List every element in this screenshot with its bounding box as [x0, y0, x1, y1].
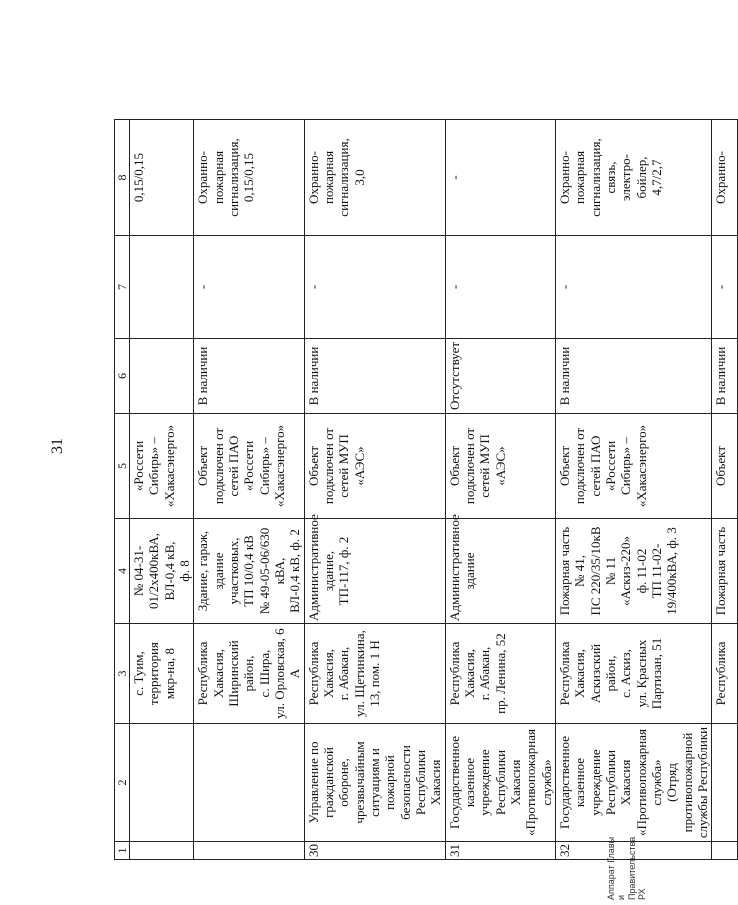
cell-line: Аскизский район, — [587, 643, 618, 704]
cell-line: сигнализация, — [587, 138, 603, 217]
cell-line: сигнализация, — [226, 138, 242, 217]
watermark-line: Аппарат Главы — [606, 836, 616, 900]
table-cell-c6 — [556, 339, 712, 414]
header-cell: 2 — [115, 724, 130, 842]
cell-line: мкр-на, 8 — [161, 647, 177, 700]
cell-line: Административное — [305, 514, 321, 621]
cell-line: 3,0 — [351, 169, 367, 186]
cell-line: «Россети — [131, 440, 147, 492]
cell-line: ТП 10/0,4 кВ — [241, 535, 257, 607]
cell-line: Хакасия, — [321, 649, 337, 699]
table-cell-c5 — [712, 414, 738, 519]
cell-line: № 04-31- — [131, 545, 147, 597]
table-cell-c3 — [445, 624, 555, 724]
cell-line: Управление по — [305, 741, 321, 824]
cell-line: Охранно- — [305, 151, 321, 204]
cell-line: пр. Ленина, 52 — [492, 633, 508, 714]
cell-line: 0,15/0,15 — [241, 152, 257, 203]
cell-line: г. Абакан, — [477, 646, 493, 701]
cell-line: ПС 220/35/10кВ — [587, 526, 603, 616]
table-cell-c6 — [194, 339, 304, 414]
table-cell-c4 — [445, 514, 555, 624]
cell-line: ул. Красных — [633, 639, 649, 708]
cell-line: здание — [462, 552, 478, 590]
table-cell-c2 — [194, 724, 304, 842]
cell-line: ВЛ-0,4 кВ, — [161, 541, 177, 601]
cell-line: № 11 «Аскиз-220» — [603, 535, 634, 607]
table-cell-c8 — [130, 120, 194, 236]
table-header-row — [115, 120, 130, 860]
table-cell-c6 — [712, 339, 738, 414]
header-cell: 6 — [115, 339, 130, 414]
table-cell-c4 — [194, 519, 304, 624]
table-cell-c8 — [556, 120, 712, 236]
page-number: 31 — [49, 438, 66, 454]
cell-line: с. Шира, — [256, 649, 272, 698]
cell-line: В наличии — [195, 346, 211, 406]
cell-line: Здание, гараж, — [195, 530, 211, 612]
cell-line: ф. 11-02 — [633, 548, 649, 594]
cell-line: «Россети — [603, 440, 618, 492]
cell-line: Объект — [446, 446, 462, 486]
cell-line: Республика — [195, 641, 211, 706]
cell-line: «АЭС» — [492, 446, 508, 486]
cell-line: «Противопожарная — [633, 729, 649, 836]
cell-line: - — [446, 175, 462, 180]
cell-line: сетей ПАО — [587, 435, 603, 497]
cell-line: Сибирь» – — [146, 437, 162, 495]
table-cell-c1 — [712, 842, 738, 860]
cell-line: Республика — [305, 641, 321, 706]
cell-line: ул. Щетинкина, — [351, 630, 367, 717]
table-cell-c3 — [712, 624, 738, 724]
table-row — [712, 120, 738, 860]
cell-line: «Хакасэнерго» — [633, 424, 649, 508]
cell-line: Республика — [713, 641, 729, 706]
table-cell-c5 — [445, 414, 555, 519]
table-cell-c2 — [445, 724, 555, 842]
cell-line: обороне, — [336, 758, 352, 807]
cell-line: Хакасия, — [210, 649, 226, 699]
cell-line: ТП 11-02- — [648, 543, 664, 599]
cell-line: - — [195, 284, 211, 290]
cell-line: 01/2х400кВА, — [146, 533, 162, 609]
cell-line: Хакасия, — [572, 649, 588, 699]
table-cell-c6 — [445, 339, 555, 414]
cell-line: Отсутствует — [446, 341, 462, 411]
cell-line: Объект — [305, 446, 321, 486]
table-cell-c2 — [130, 724, 194, 842]
table-row — [130, 120, 194, 860]
table-cell-c3 — [130, 624, 194, 724]
cell-line: с. Туим, — [131, 651, 147, 696]
cell-line: Охранно- — [557, 151, 573, 204]
cell-line: - — [557, 284, 573, 290]
table-cell-c7 — [445, 236, 555, 339]
cell-line: Государственное — [557, 736, 573, 829]
cell-line: ТП-117, ф. 2 — [336, 536, 352, 606]
cell-line: пожарная — [572, 150, 588, 205]
header-cell: 8 — [115, 120, 130, 236]
table-cell-c7 — [194, 236, 304, 339]
cell-line: службы Республики — [694, 726, 710, 839]
table-row — [194, 120, 304, 860]
cell-line: № 41, — [572, 555, 588, 587]
cell-line: Сибирь» – — [618, 437, 634, 495]
cell-line: территория — [146, 642, 162, 705]
cell-line: электро- — [618, 154, 634, 201]
cell-line: Ширинский район, — [226, 640, 257, 707]
cell-line: кВА, — [272, 557, 288, 585]
table-cell-c7 — [712, 236, 738, 339]
cell-line: сетей МУП — [336, 434, 352, 498]
cell-line: Республика — [557, 641, 573, 706]
cell-line: 4,7/2,7 — [648, 159, 664, 196]
table-row — [556, 120, 712, 860]
table-cell-c2 — [304, 724, 445, 842]
cell-line: Республика — [446, 641, 462, 706]
table-cell-c2 — [712, 724, 738, 842]
rotated-table-container — [114, 120, 729, 860]
cell-line: В наличии — [557, 346, 573, 406]
cell-line: служба» — [538, 759, 554, 806]
cell-line: - — [305, 284, 321, 290]
cell-line: пожарная — [321, 150, 337, 205]
header-cell: 5 — [115, 414, 130, 519]
cell-line: здание участковых, — [210, 537, 242, 605]
cell-line: «АЭС» — [351, 446, 367, 486]
cell-line: ф. 8 — [177, 560, 193, 582]
table-cell-c5 — [194, 414, 304, 519]
cell-line: служба» — [648, 759, 664, 806]
cell-line: ВЛ-0,4 кВ, ф. 2 — [287, 529, 303, 613]
cell-line: «Противопожарная — [523, 729, 539, 836]
cell-line: - — [446, 284, 462, 290]
cell-line: Пожарная часть — [713, 526, 729, 616]
cell-line: Республики Хакасия — [603, 749, 634, 816]
cell-line: Охранно- — [195, 151, 211, 204]
table-cell-c5 — [556, 414, 712, 519]
table-cell-c8 — [712, 120, 738, 236]
header-cell: 3 — [115, 624, 130, 724]
cell-line: Государственное — [446, 736, 462, 829]
table-cell-c5 — [304, 414, 445, 519]
cell-line: Объект — [195, 446, 211, 486]
cell-line: Хакасия, — [462, 649, 478, 699]
table-cell-c4 — [130, 519, 194, 624]
cell-line: «Хакасэнерго» — [272, 424, 288, 508]
header-cell: 7 — [115, 236, 130, 339]
cell-line: сетей МУП — [477, 434, 493, 498]
cell-line: Республики Хакасия — [492, 749, 524, 816]
table-row — [445, 120, 555, 860]
cell-line: - — [713, 284, 729, 290]
cell-line: Партизан, 51 — [648, 637, 664, 710]
cell-line: В наличии — [305, 346, 321, 406]
table-cell-c8 — [445, 120, 555, 236]
cell-line: пожарной — [382, 755, 398, 810]
table-cell-c1: 32 — [556, 842, 712, 860]
cell-line: связь, — [603, 161, 618, 194]
table-cell-c1: 31 — [445, 842, 555, 860]
cell-line: казенное учреждение — [572, 749, 603, 816]
cell-line: Пожарная часть — [557, 526, 573, 616]
table-cell-c7 — [130, 236, 194, 339]
table-cell-c1 — [194, 842, 304, 860]
cell-line: безопасности — [397, 745, 413, 820]
cell-line: гражданской — [321, 747, 337, 818]
table-cell-c7 — [556, 236, 712, 339]
cell-line: «Россети — [241, 440, 257, 492]
cell-line: 19/400кВА, ф. 3 — [664, 527, 680, 615]
cell-line: Сибирь» – — [256, 437, 272, 495]
cell-line: В наличии — [713, 346, 729, 406]
cell-line: 13, пом. 1 Н — [367, 640, 383, 707]
cell-line: с. Аскиз, — [618, 649, 634, 698]
cell-line: чрезвычайным — [351, 741, 367, 824]
cell-line: сигнализация, — [336, 138, 352, 217]
cell-line: Административное — [446, 514, 462, 621]
cell-line: № 49-05-06/630 — [256, 527, 272, 615]
cell-line: казенное учреждение — [462, 749, 493, 816]
table-cell-c2 — [556, 724, 712, 842]
table-cell-c4 — [556, 519, 712, 624]
cell-line: сетей ПАО — [226, 435, 242, 497]
table-cell-c6 — [304, 339, 445, 414]
cell-line: подключен от — [572, 427, 588, 505]
cell-line: Объект — [557, 446, 573, 486]
cell-line: ул. Орловская, 6 А — [272, 628, 303, 719]
table-cell-c8 — [304, 120, 445, 236]
watermark-line: и Правительства РХ — [616, 836, 648, 900]
cell-line: здание, — [321, 550, 337, 592]
table-cell-c1 — [130, 842, 194, 860]
cell-line: 0,15/0,15 — [131, 152, 147, 203]
table-cell-c4 — [712, 519, 738, 624]
cell-line: подключен от — [321, 427, 337, 505]
table-cell-c7 — [304, 236, 445, 339]
stamp-watermark — [606, 837, 647, 900]
cell-line: ситуациям и — [367, 748, 383, 817]
cell-line: г. Абакан, — [336, 646, 352, 701]
header-cell: 4 — [115, 519, 130, 624]
cell-line: бойлер, — [633, 156, 649, 199]
cell-line: пожарная — [210, 150, 226, 205]
header-cell: 1 — [115, 842, 130, 860]
cell-line: противопожарной — [679, 732, 695, 833]
table-cell-c8 — [194, 120, 304, 236]
cell-line: подключен от — [210, 427, 226, 505]
table-cell-c3 — [556, 624, 712, 724]
cell-line: подключен от — [462, 427, 478, 505]
table-cell-c3 — [194, 624, 304, 724]
cell-line: Объект — [713, 446, 729, 486]
table-cell-c5 — [130, 414, 194, 519]
table-cell-c3 — [304, 624, 445, 724]
table-cell-c4 — [304, 514, 445, 624]
cell-line: (Отряд — [664, 763, 680, 802]
cell-line: «Хакасэнерго» — [161, 424, 177, 508]
data-table — [114, 119, 738, 860]
table-row — [304, 120, 445, 860]
table-cell-c6 — [130, 339, 194, 414]
table-cell-c1: 30 — [304, 842, 445, 860]
cell-line: Охранно- — [713, 151, 729, 204]
cell-line: Республики Хакасия — [413, 749, 444, 816]
